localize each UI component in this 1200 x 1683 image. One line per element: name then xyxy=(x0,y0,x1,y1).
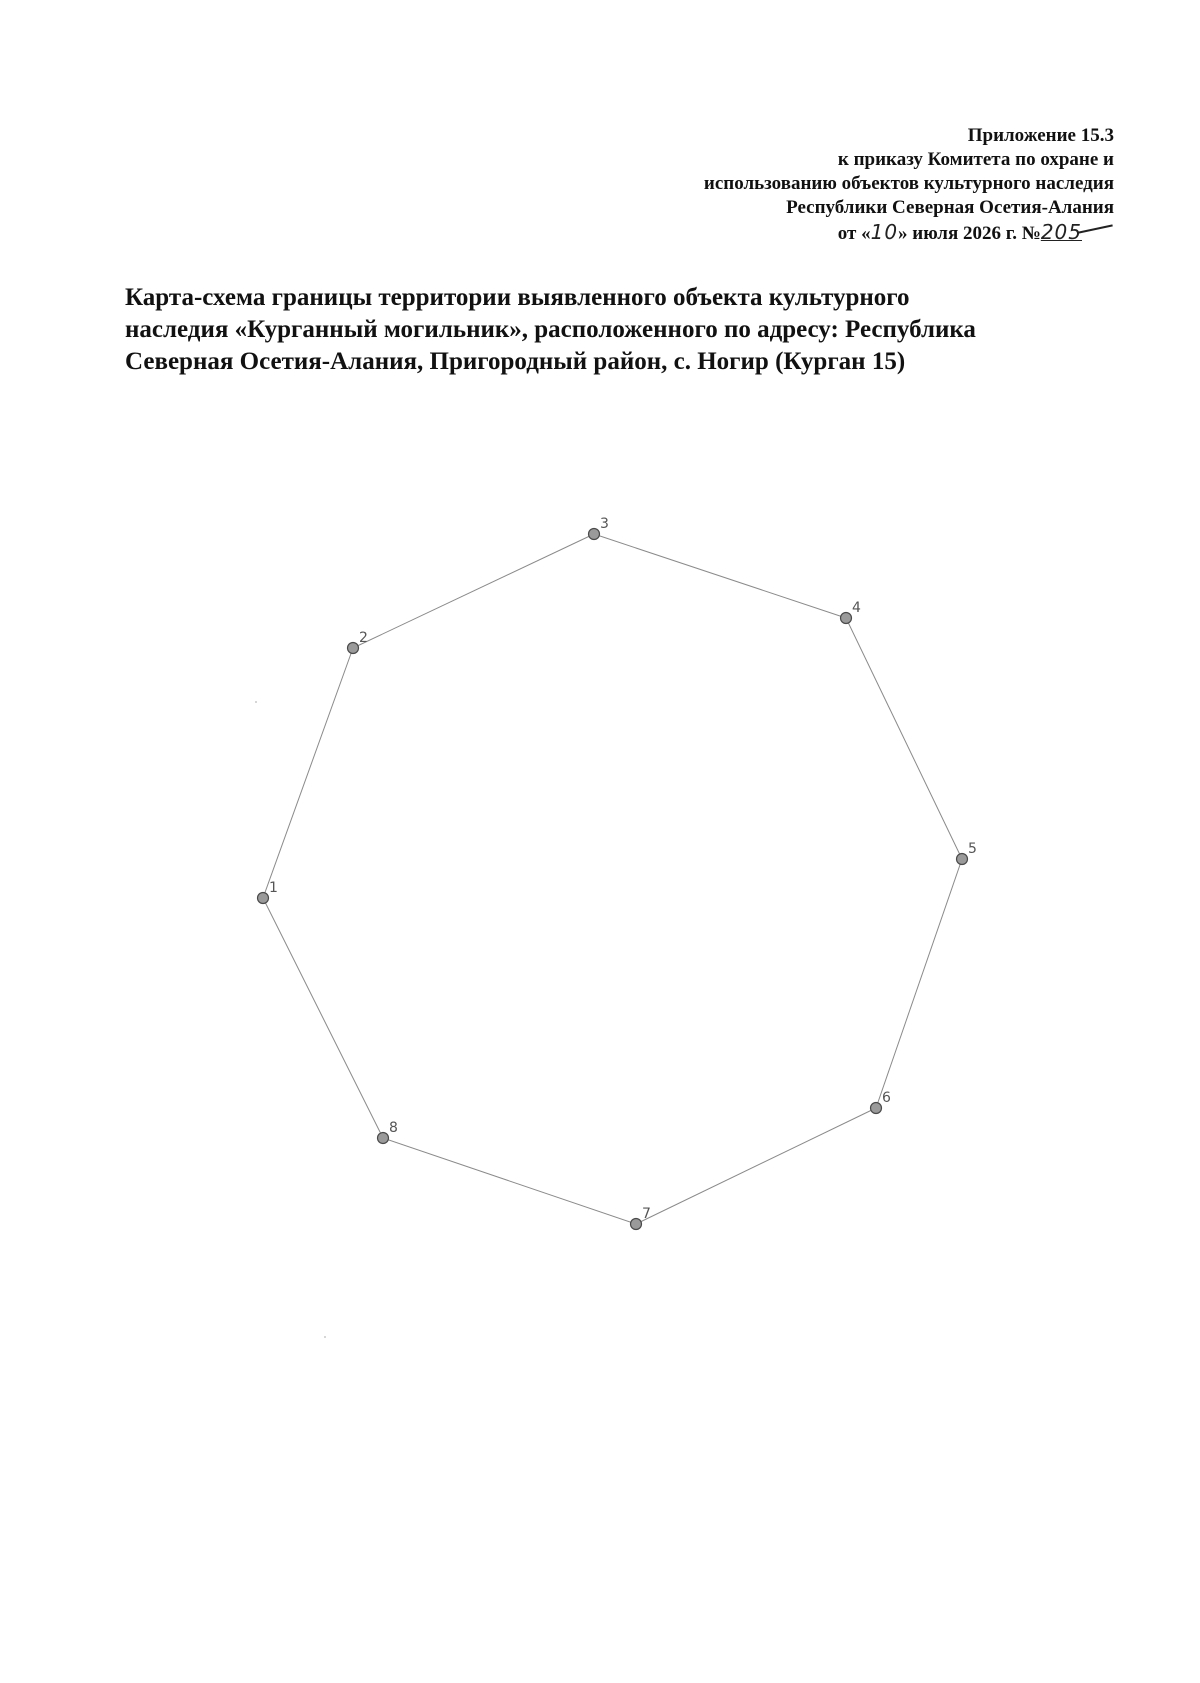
scan-speck xyxy=(255,701,257,703)
boundary-point-label: 7 xyxy=(642,1206,651,1222)
boundary-point-label: 6 xyxy=(882,1090,891,1106)
boundary-edge xyxy=(876,859,962,1108)
boundary-point xyxy=(258,893,269,904)
boundary-edge xyxy=(636,1108,876,1224)
title-line-2: наследия «Курганный могильник», расположенного по адресу: Республика xyxy=(125,316,976,343)
title-line-3: Северная Осетия-Алания, Пригородный район, с. Ногир (Курган 15) xyxy=(125,348,906,375)
title-line-1: Карта-схема границы территории выявленного объекта культурного xyxy=(125,284,910,311)
boundary-edge xyxy=(353,534,594,648)
boundary-point-label: 2 xyxy=(359,630,368,646)
order-number-text: 205 xyxy=(1040,220,1082,244)
appendix-republic: Республики Северная Осетия-Алания xyxy=(786,197,1114,218)
boundary-point xyxy=(348,643,359,654)
boundary-point xyxy=(589,529,600,540)
date-middle: » июля 2026 г. № xyxy=(898,223,1041,244)
boundary-point xyxy=(871,1103,882,1114)
date-prefix: от « xyxy=(837,223,871,244)
boundary-edge xyxy=(594,534,846,618)
boundary-point-label: 3 xyxy=(600,516,609,532)
boundary-point xyxy=(631,1219,642,1230)
boundary-edge xyxy=(263,898,383,1138)
handwritten-day: 10 xyxy=(870,220,899,244)
boundary-point xyxy=(957,854,968,865)
boundary-point xyxy=(378,1133,389,1144)
scan-speck xyxy=(324,1336,326,1338)
appendix-number: Приложение 15.3 xyxy=(967,125,1114,146)
appendix-order-ref-cont: использованию объектов культурного наследия xyxy=(703,173,1114,194)
boundary-edge xyxy=(383,1138,636,1224)
boundary-point-label: 1 xyxy=(269,880,278,896)
boundary-points xyxy=(258,516,977,1230)
boundary-point-label: 4 xyxy=(852,600,861,616)
boundary-point xyxy=(841,613,852,624)
boundary-edge xyxy=(846,618,962,859)
boundary-edge xyxy=(263,648,353,898)
boundary-point-label: 5 xyxy=(968,841,977,857)
boundary-point-label: 8 xyxy=(389,1120,398,1136)
appendix-order-ref: к приказу Комитета по охране и xyxy=(837,149,1114,170)
